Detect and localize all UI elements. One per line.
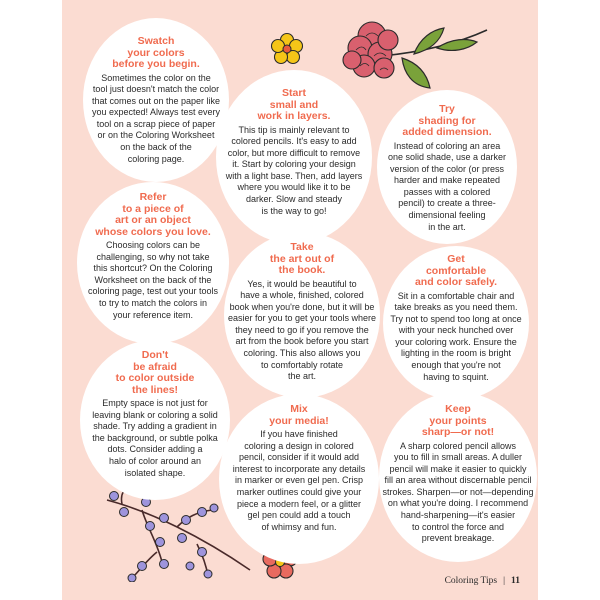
tip-keep-points [379,392,537,562]
tip-body: Empty space is not just for leaving blank or coloring a solid shade. Try adding a gradient in the background, or subtle polka dots. Consider adding a halo of color around an isolated shape. [92,398,218,478]
tip-heading: Keep your points sharp—or not! [421,403,495,438]
tip-dont-be-afraid [80,340,230,500]
tip-heading: Refer to a piece of art or an object whose colors you love. [95,191,211,238]
footer-section-title: Coloring Tips [444,576,498,586]
tip-start-small [216,70,372,244]
tip-heading: Try shading for added dimension. [402,103,492,138]
page-background [62,0,538,600]
tip-body: If you have finished coloring a design in colored pencil, consider if it would add interest to incorporate any details in marker or even gel pen. Crisp marker outlines could give your piece a modern feel, or a glitter gel pen could add a touch of whimsy and fun. [232,429,366,532]
small-flower-icon [270,32,304,66]
tip-try-shading [377,90,517,244]
tip-heading: Start small and work in layers. [257,87,331,122]
tip-body: Instead of coloring an area one solid shade, use a darker version of the color (or press harder and make repeated passes with a colored pencil) to create a three- dimensional feeling in the art. [387,140,507,232]
tip-heading: Mix your media! [269,403,329,427]
carnation-icon [342,8,492,98]
tip-body: Yes, it would be beautiful to have a whole, finished, colored book when you're done, but it will be easier for you to get your tools where they need to go if you remove the art from the book before you start coloring. This also allows you to comfortably rotate the art. [227,278,377,382]
tip-mix-media [219,394,379,564]
tip-body: Sometimes the color on the tool just doesn't match the color that comes out on the paper like you expected! Always test every tool on a scrap piece of paper or on the Coloring Worksheet on the back of the coloring page. [91,72,221,164]
page-footer [445,576,520,586]
tip-take-art-out [224,232,380,398]
tip-heading: Swatch your colors before you begin. [112,35,200,70]
tip-swatch-colors [83,18,229,182]
tip-heading: Get comfortable and color safely. [414,253,498,288]
tip-body: Choosing colors can be challenging, so why not take this shortcut? On the Coloring Worksheet on the back of the coloring page, test out your tools to try to match the colors in your reference item. [87,240,219,320]
footer-separator: | [503,576,506,586]
tip-heading: Don't be afraid to color outside the lines! [115,349,195,396]
page-number: 11 [511,576,520,586]
tip-refer-art [77,182,229,344]
tip-get-comfortable [383,246,529,400]
tip-body: Sit in a comfortable chair and take breaks as you need them. Try not to spend too long at once with your neck hunched over your coloring work. Ensure the lighting in the room is bright enough that you're not having to squint. [390,290,522,382]
tip-body: A sharp colored pencil allows you to fill in small areas. A duller pencil will make it easier to quickly fill an area without discernable pencil strokes. Sharpen—or not—depending on what you're doing. I recommend hand-sharpening—it's easier to control the force and prevent breakage. [382,440,534,544]
tip-heading: Take the art out of the book. [269,241,335,276]
tip-body: This tip is mainly relevant to colored pencils. It's easy to add color, but more difficult to remove it. Start by coloring your design with a light base. Then, add layers where you would like it to be darker. Slow and steady is the way to go! [225,124,363,216]
